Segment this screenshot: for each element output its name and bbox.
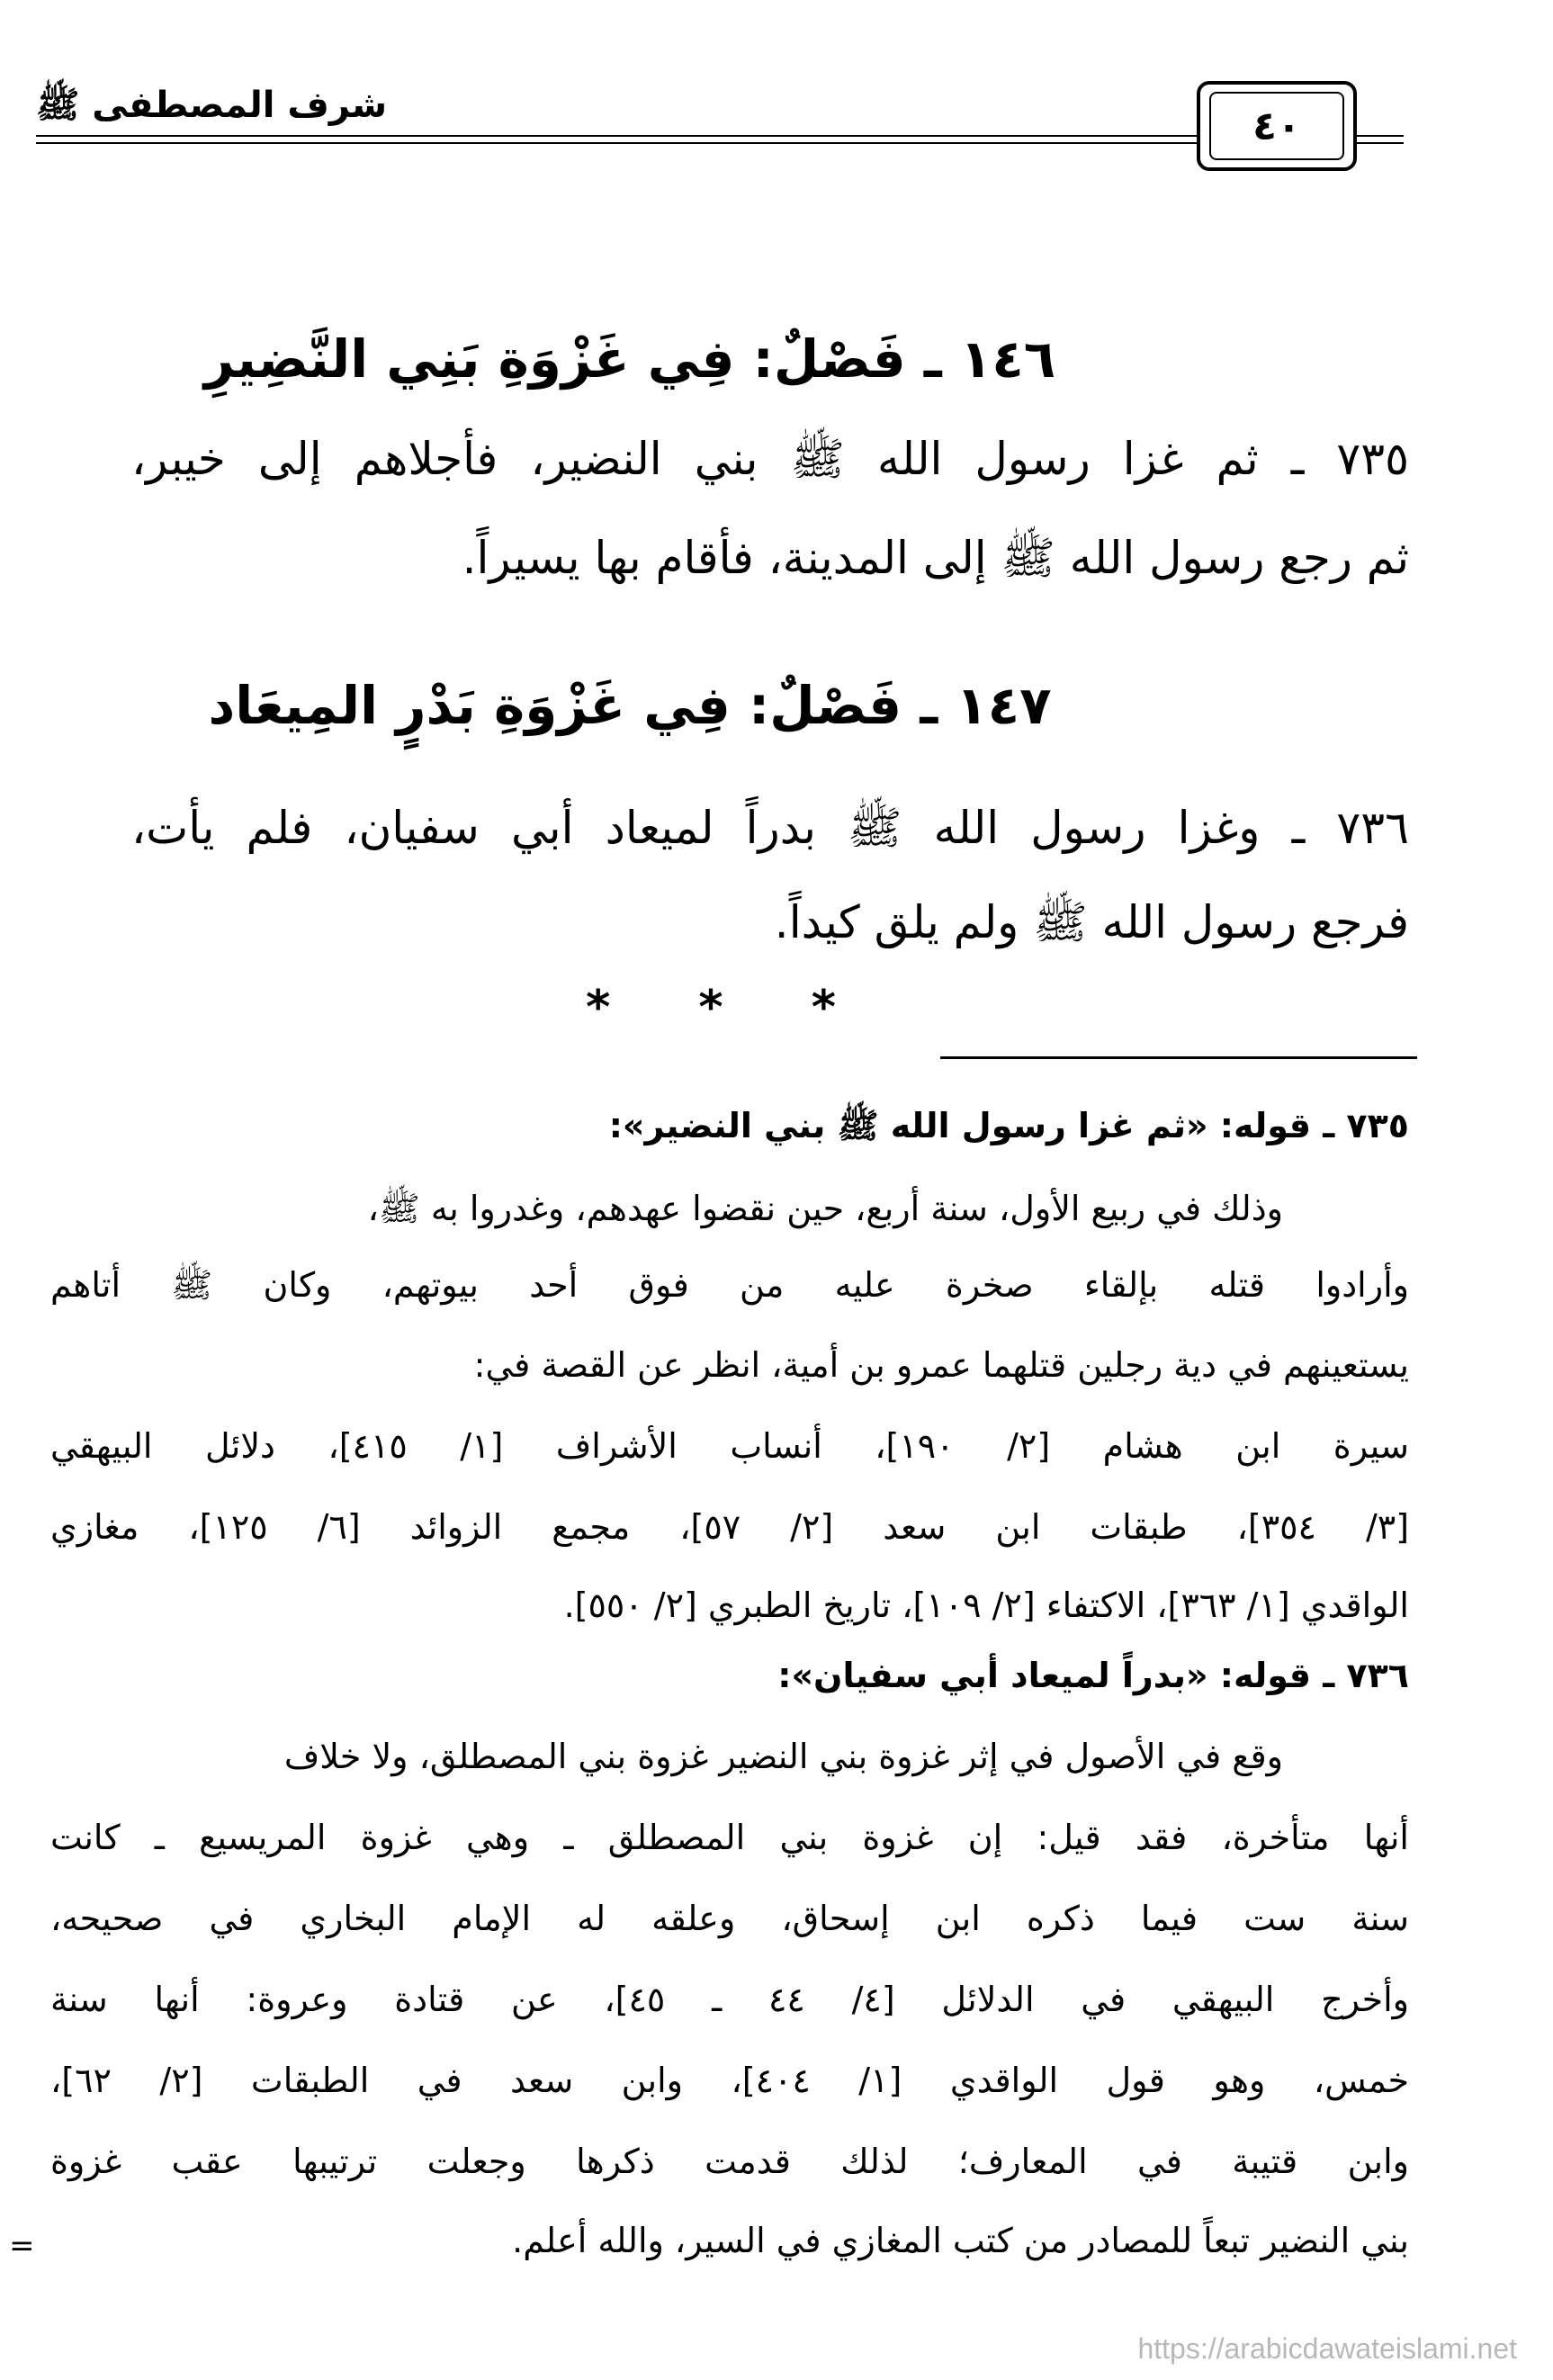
- footnote-line: سيرة ابن هشام [٢/ ١٩٠]، أنساب الأشراف [١/ ٤١٥]، دلائل البيهقي: [50, 1426, 1409, 1466]
- running-header-title: شرف المصطفى ﷺ: [36, 85, 388, 126]
- footnote-separator: [940, 1056, 1417, 1059]
- footnote-line: أنها متأخرة، فقد قيل: إن غزوة بني المصطلق ـ وهي غزوة المريسيع ـ كانت: [50, 1818, 1409, 1857]
- main-text-line: ٧٣٦ ـ وغزا رسول الله ﷺ بدراً لميعاد أبي سفيان، فلم يأت،: [131, 802, 1409, 854]
- footnote-line: وأخرج البيهقي في الدلائل [٤/ ٤٤ ـ ٤٥]، عن قتادة وعروة: أنها سنة: [50, 1980, 1409, 2019]
- footnote-line: وابن قتيبة في المعارف؛ لذلك قدمت ذكرها وجعلت ترتيبها عقب غزوة: [50, 2142, 1409, 2181]
- footnote-heading: ٧٣٦ ـ قوله: «بدراً لميعاد أبي سفيان»:: [777, 1656, 1409, 1695]
- footnote-line: يستعينهم في دية رجلين قتلهما عمرو بن أمية، انظر عن القصة في:: [473, 1345, 1409, 1385]
- footnote-line: سنة ست فيما ذكره ابن إسحاق، وعلقه له الإمام البخاري في صحيحه،: [50, 1899, 1409, 1938]
- page-number: ٤٠: [1209, 92, 1344, 160]
- footnote-line: وأرادوا قتله بإلقاء صخرة عليه من فوق أحد بيوتهم، وكان ﷺ أتاهم: [50, 1265, 1409, 1305]
- page-number-frame: [1197, 81, 1357, 171]
- section-separator-stars: * * *: [586, 981, 872, 1035]
- section-heading: ١٤٧ ـ فَصْلٌ: فِي غَزْوَةِ بَدْرٍ المِيعَاد: [208, 675, 1052, 736]
- header-rule: [36, 142, 1197, 144]
- continuation-mark: =: [9, 2228, 35, 2264]
- header-rule: [36, 135, 1197, 137]
- footnote-line: وقع في الأصول في إثر غزوة بني النضير غزوة بني المصطلق، ولا خلاف: [283, 1737, 1283, 1776]
- header-rule: [1357, 142, 1404, 144]
- main-text-line: فرجع رسول الله ﷺ ولم يلق كيداً.: [774, 896, 1409, 948]
- header-rule: [1357, 135, 1404, 137]
- main-text-line: ثم رجع رسول الله ﷺ إلى المدينة، فأقام بها يسيراً.: [462, 532, 1409, 584]
- section-heading: ١٤٦ ـ فَصْلٌ: فِي غَزْوَةِ بَنِي النَّضِيرِ: [203, 328, 1056, 390]
- main-text-line: ٧٣٥ ـ ثم غزا رسول الله ﷺ بني النضير، فأجلاهم إلى خيبر،: [131, 433, 1409, 485]
- footnote-line: بني النضير تبعاً للمصادر من كتب المغازي في السير، والله أعلم.: [512, 2221, 1409, 2260]
- footnote-heading: ٧٣٥ ـ قوله: «ثم غزا رسول الله ﷺ بني النضير»:: [608, 1106, 1409, 1145]
- footnote-line: خمس، وهو قول الواقدي [١/ ٤٠٤]، وابن سعد في الطبقات [٢/ ٦٢]،: [50, 2061, 1409, 2100]
- source-watermark: https://arabicdawateislami.net: [1137, 2332, 1517, 2365]
- footnote-line: [٣/ ٣٥٤]، طبقات ابن سعد [٢/ ٥٧]، مجمع الزوائد [٦/ ١٢٥]، مغازي: [50, 1507, 1410, 1547]
- footnote-line: وذلك في ربيع الأول، سنة أربع، حين نقضوا عهدهم، وغدروا به ﷺ،: [367, 1189, 1283, 1228]
- footnote-line: الواقدي [١/ ٣٦٣]، الاكتفاء [٢/ ١٠٩]، تاريخ الطبري [٢/ ٥٥٠].: [563, 1585, 1409, 1625]
